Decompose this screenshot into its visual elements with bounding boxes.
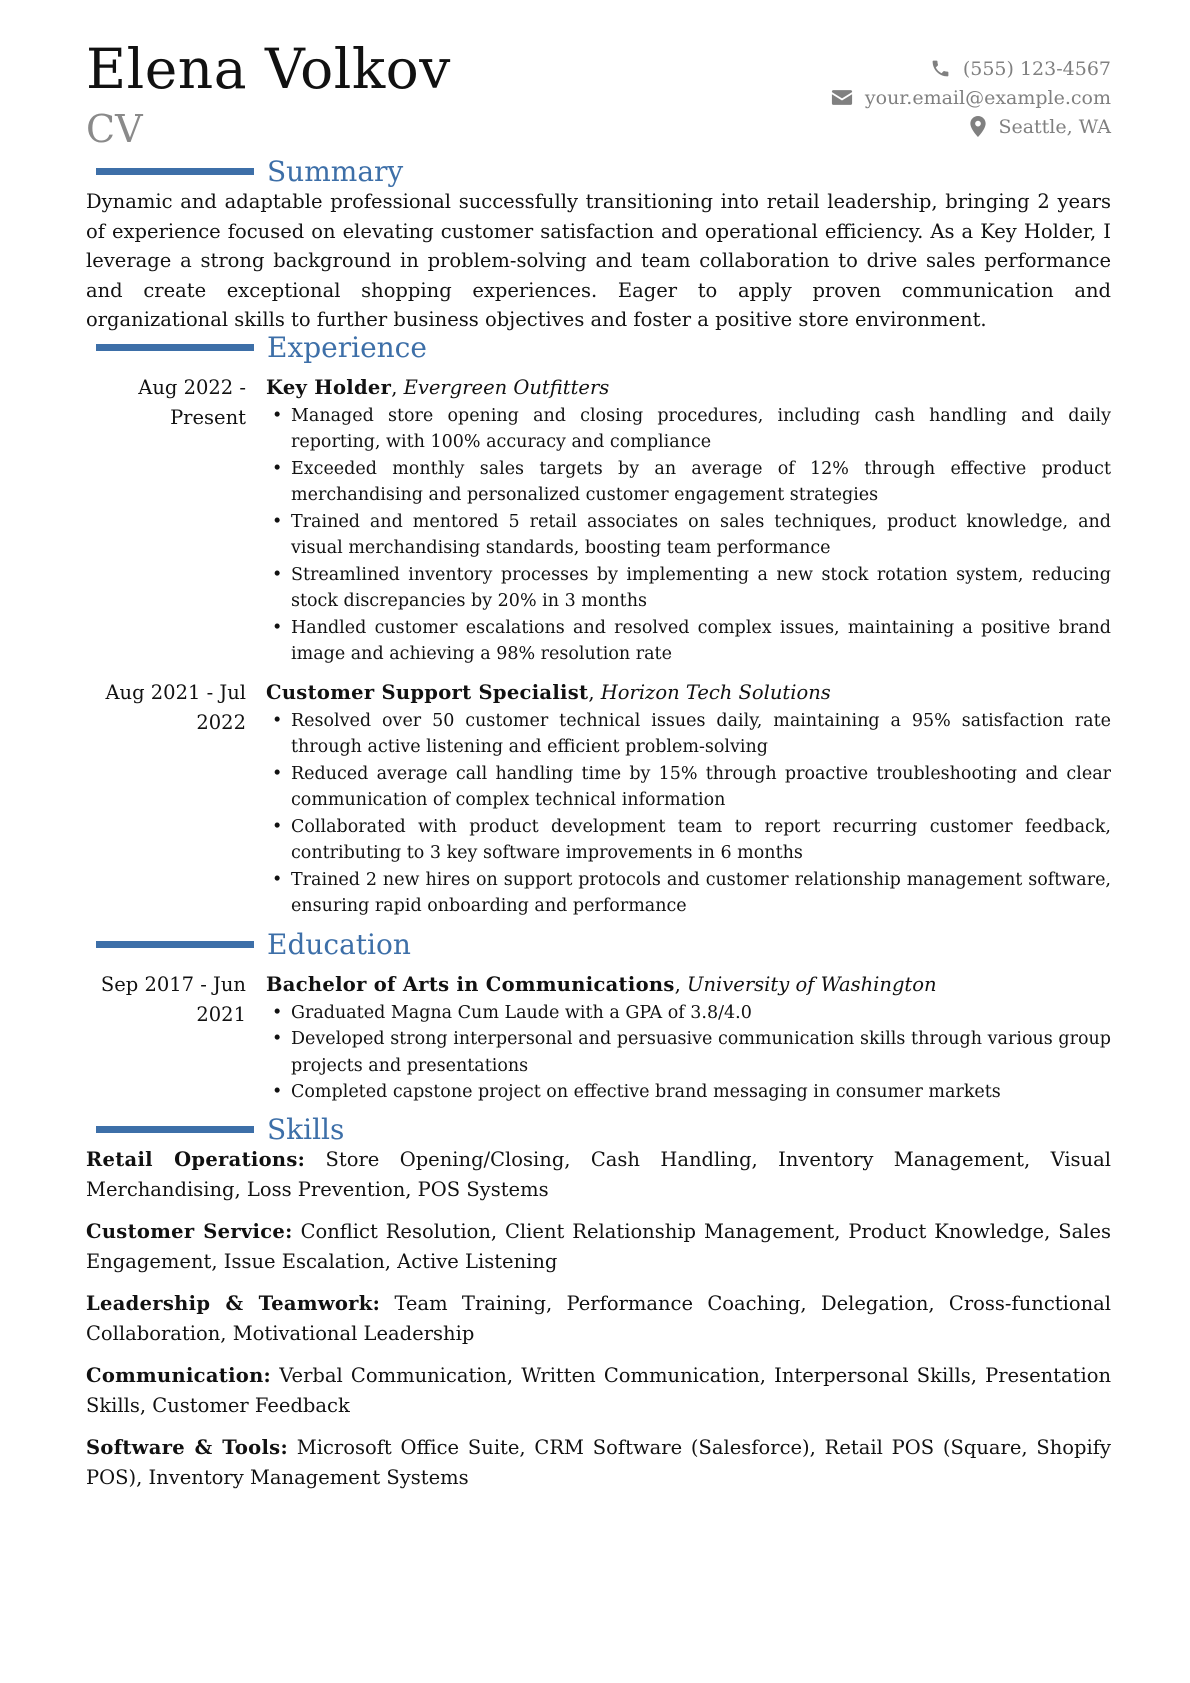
entry-date: Aug 2022 - Present bbox=[138, 376, 246, 429]
skill-items: Microsoft Office Suite, CRM Software (Salesforce), Retail POS (Square, Shopify POS), Inventory Management Systems bbox=[86, 1436, 1111, 1489]
phone-text: (555) 123-4567 bbox=[962, 57, 1111, 80]
skill-row bbox=[86, 1289, 1111, 1348]
skill-row bbox=[86, 1433, 1111, 1492]
section-rule bbox=[96, 344, 254, 351]
skill-items: Store Opening/Closing, Cash Handling, Inventory Management, Visual Merchandising, Loss Prevention, POS Systems bbox=[86, 1148, 1111, 1201]
section-summary-heading bbox=[96, 154, 1111, 190]
location-text: Seattle, WA bbox=[998, 115, 1111, 138]
entry-organization: Horizon Tech Solutions bbox=[600, 681, 831, 704]
skill-category: Customer Service: bbox=[86, 1220, 293, 1243]
summary-text: Dynamic and adaptable professional successfully transitioning into retail leadership, bringing 2 years of experience focused on elevating customer satisfaction and operational efficiency. As a Key Holder, I leverage a strong background in problem-solving and team collaboration to drive sales performance and create exceptional shopping experiences. Eager to apply proven communication and organizational skills to further business objectives and foster a positive store environment. bbox=[86, 190, 1111, 331]
bullet-item: • Developed strong interpersonal and persuasive communication skills through various group projects and presentations bbox=[266, 1026, 1111, 1079]
skill-row bbox=[86, 1217, 1111, 1276]
contact-block bbox=[831, 54, 1111, 141]
entry-role: Customer Support Specialist bbox=[266, 681, 589, 704]
skill-category: Software & Tools: bbox=[86, 1436, 288, 1459]
bullet-item: • Resolved over 50 customer technical issues daily, maintaining a 95% satisfaction rate through active listening and efficient problem-solving bbox=[266, 708, 1111, 761]
phone-icon bbox=[930, 58, 951, 79]
section-title: Education bbox=[267, 928, 411, 961]
contact-email bbox=[831, 83, 1111, 112]
entry-organization: Evergreen Outfitters bbox=[403, 376, 610, 399]
skill-row bbox=[86, 1361, 1111, 1420]
skill-row bbox=[86, 1145, 1111, 1204]
section-skills-heading bbox=[96, 1112, 1111, 1148]
skill-category: Leadership & Teamwork: bbox=[86, 1292, 381, 1315]
entry-role: Key Holder bbox=[266, 376, 392, 399]
entry-body bbox=[266, 970, 1111, 1106]
document-type: CV bbox=[86, 107, 143, 151]
bullet-item: • Exceeded monthly sales targets by an average of 12% through effective product merchandising and personalized customer engagement strategies bbox=[266, 456, 1111, 509]
entry-heading: Key Holder, Evergreen Outfitters bbox=[266, 376, 610, 399]
cv-page bbox=[86, 0, 1111, 1683]
entry-body bbox=[266, 678, 1111, 920]
skill-items: Conflict Resolution, Client Relationship Management, Product Knowledge, Sales Engagement, Issue Escalation, Active Listening bbox=[86, 1220, 1112, 1273]
bullet-item: • Reduced average call handling time by 15% through proactive troubleshooting and clear communication of complex technical information bbox=[266, 761, 1111, 814]
entry-bullets bbox=[266, 403, 1111, 668]
entry-date: Aug 2021 - Jul 2022 bbox=[105, 681, 246, 734]
skill-items: Verbal Communication, Written Communication, Interpersonal Skills, Presentation Skills, Customer Feedback bbox=[86, 1364, 1111, 1417]
skill-items: Team Training, Performance Coaching, Delegation, Cross-functional Collaboration, Motivational Leadership bbox=[86, 1292, 1112, 1345]
section-experience-heading bbox=[96, 330, 1111, 366]
bullet-item: • Trained and mentored 5 retail associates on sales techniques, product knowledge, and visual merchandising standards, boosting team performance bbox=[266, 509, 1111, 562]
map-pin-icon bbox=[970, 116, 986, 137]
section-title: Summary bbox=[267, 155, 404, 188]
entry-date: Sep 2017 - Jun 2021 bbox=[100, 973, 246, 1026]
bullet-item: • Handled customer escalations and resolved complex issues, maintaining a positive brand image and achieving a 98% resolution rate bbox=[266, 615, 1111, 668]
contact-location bbox=[831, 112, 1111, 141]
bullet-item: • Completed capstone project on effective brand messaging in consumer markets bbox=[266, 1079, 1111, 1106]
section-education-heading bbox=[96, 927, 1111, 963]
section-rule bbox=[96, 1126, 254, 1133]
bullet-item: • Trained 2 new hires on support protocols and customer relationship management software, ensuring rapid onboarding and performance bbox=[266, 867, 1111, 920]
section-rule bbox=[96, 941, 254, 948]
section-title: Skills bbox=[267, 1113, 345, 1146]
bullet-item: • Managed store opening and closing procedures, including cash handling and daily reporting, with 100% accuracy and compliance bbox=[266, 403, 1111, 456]
email-link[interactable]: your.email@example.com bbox=[864, 86, 1111, 109]
skill-category: Retail Operations: bbox=[86, 1148, 306, 1171]
entry-degree: Bachelor of Arts in Communications bbox=[266, 973, 675, 996]
contact-phone bbox=[831, 54, 1111, 83]
bullet-item: • Collaborated with product development team to report recurring customer feedback, contributing to 3 key software improvements in 6 months bbox=[266, 814, 1111, 867]
skill-category: Communication: bbox=[86, 1364, 272, 1387]
entry-body bbox=[266, 373, 1111, 668]
entry-heading: Customer Support Specialist, Horizon Tech Solutions bbox=[266, 681, 831, 704]
candidate-name: Elena Volkov bbox=[86, 37, 451, 101]
entry-bullets bbox=[266, 1000, 1111, 1106]
entry-heading: Bachelor of Arts in Communications, University of Washington bbox=[266, 973, 937, 996]
bullet-item: • Graduated Magna Cum Laude with a GPA of 3.8/4.0 bbox=[266, 1000, 1111, 1027]
section-rule bbox=[96, 168, 254, 175]
skills-list bbox=[86, 1145, 1111, 1505]
envelope-icon bbox=[831, 89, 853, 106]
entry-institution: University of Washington bbox=[687, 973, 937, 996]
section-title: Experience bbox=[267, 331, 427, 364]
entry-bullets bbox=[266, 708, 1111, 920]
bullet-item: • Streamlined inventory processes by implementing a new stock rotation system, reducing stock discrepancies by 20% in 3 months bbox=[266, 562, 1111, 615]
